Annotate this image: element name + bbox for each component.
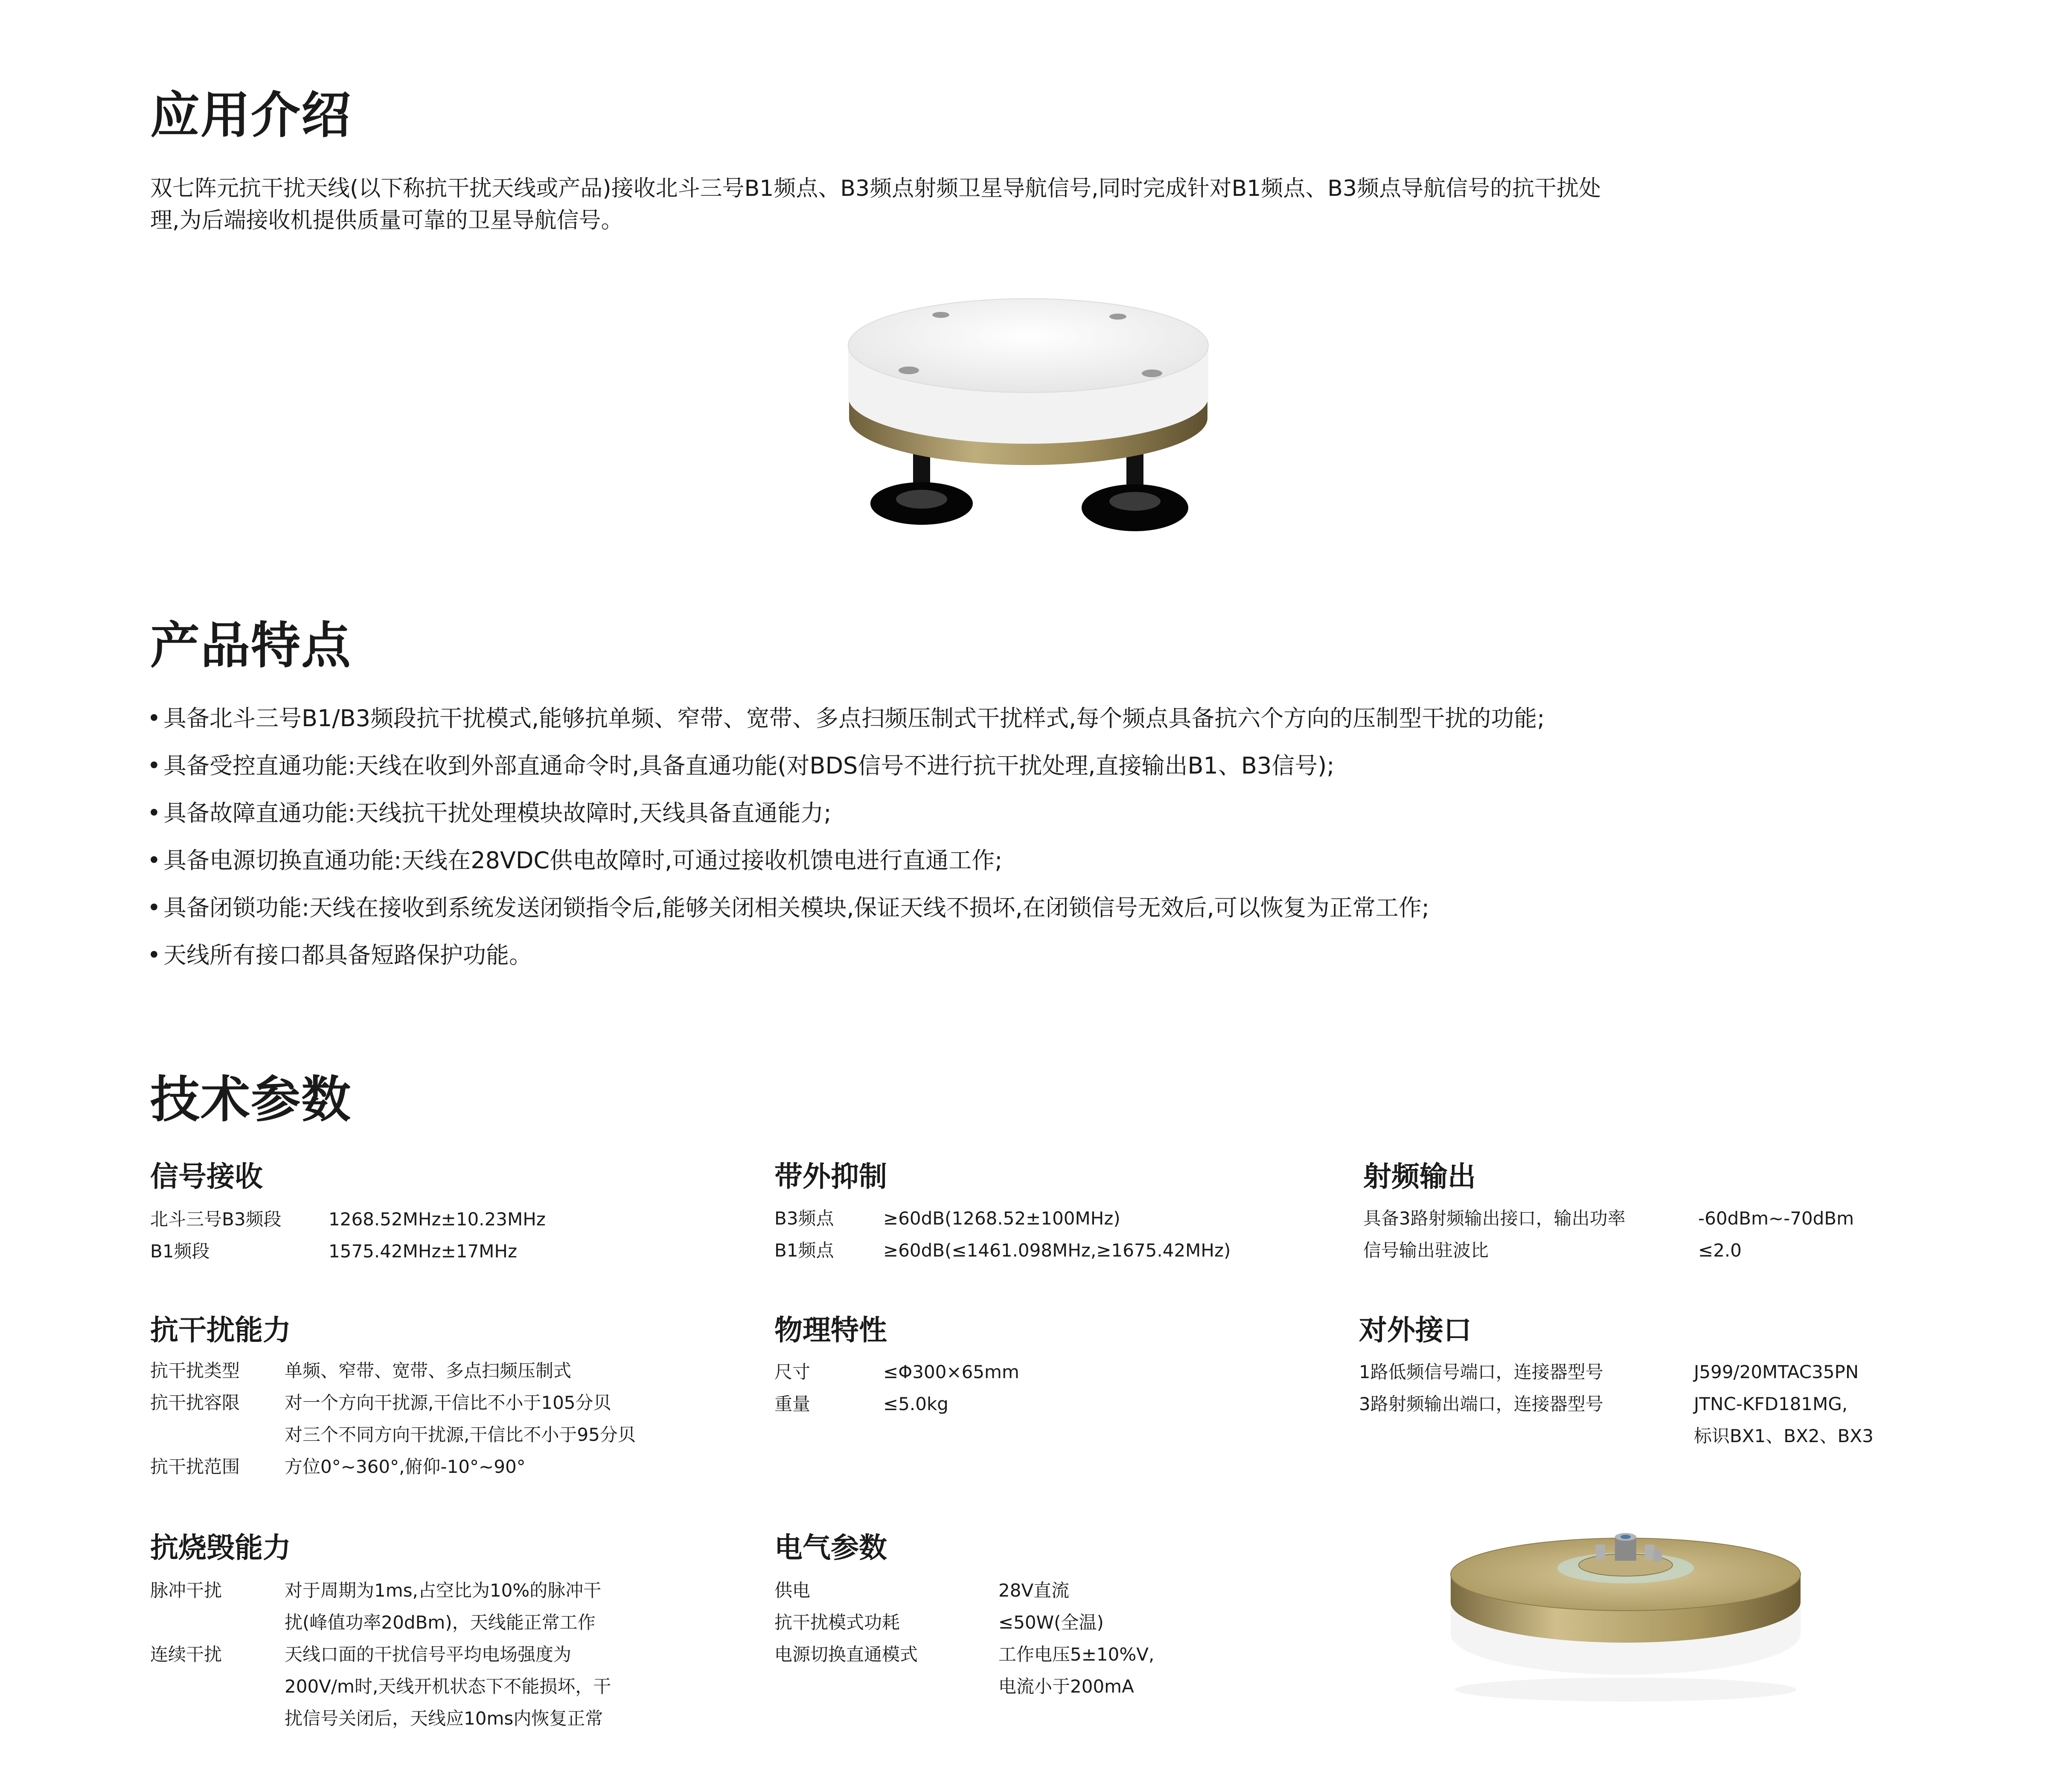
rf-table — [1363, 1202, 1854, 1266]
anti-title: 抗干扰能力 — [150, 1314, 291, 1347]
physical-title: 物理特性 — [774, 1314, 887, 1347]
list-item: • 天线所有接口都具备短路保护功能。 — [147, 942, 532, 969]
list-item: • 具备受控直通功能:天线在收到外部直通命令时,具备直通功能(对BDS信号不进行抗干扰处理,直接输出B1、B3信号); — [147, 752, 1335, 779]
burnout-title: 抗烧毁能力 — [150, 1531, 291, 1564]
anti-table — [150, 1355, 636, 1483]
table-row: 具备3路射频输出接口，输出功率 -60dBm~-70dBm — [1363, 1208, 1854, 1229]
table-row: 电流小于200mA — [998, 1676, 1134, 1697]
table-row: 连续干扰 天线口面的干扰信号平均电场强度为 — [150, 1644, 572, 1665]
table-row: 电源切换直通模式 工作电压5±10%V, — [774, 1644, 1155, 1665]
features-title: 产品特点 — [150, 617, 352, 675]
intro-line-2: 理,为后端接收机提供质量可靠的卫星导航信号。 — [150, 208, 623, 234]
list-item: • 具备电源切换直通功能:天线在28VDC供电故障时,可通过接收机馈电进行直通工作; — [147, 847, 1003, 874]
antenna-photo-bottom — [1438, 1527, 1813, 1707]
interface-table — [1359, 1356, 1873, 1452]
table-row: B3频点 ≥60dB(1268.52±100MHz) — [774, 1208, 1120, 1229]
physical-table — [774, 1356, 1019, 1420]
table-row: 脉冲干扰 对于周期为1ms,占空比为10%的脉冲干 — [150, 1580, 602, 1601]
outband-table — [774, 1202, 1231, 1266]
table-row: 信号输出驻波比 ≤2.0 — [1363, 1240, 1742, 1261]
interface-title: 对外接口 — [1359, 1314, 1472, 1347]
rf-title: 射频输出 — [1363, 1160, 1476, 1193]
burnout-table — [150, 1574, 611, 1734]
electrical-title: 电气参数 — [774, 1531, 887, 1564]
table-row: 北斗三号B3频段 1268.52MHz±10.23MHz — [150, 1209, 546, 1230]
signal-title: 信号接收 — [150, 1160, 263, 1193]
table-row: 抗干扰容限 对一个方向干扰源,干信比不小于105分贝 — [150, 1392, 611, 1413]
features-list — [147, 695, 1545, 979]
signal-table — [150, 1203, 546, 1267]
specs-title: 技术参数 — [150, 1071, 352, 1129]
list-item: • 具备闭锁功能:天线在接收到系统发送闭锁指令后,能够关闭相关模块,保证天线不损坏,在闭锁信号无效后,可以恢复为正常工作; — [147, 894, 1430, 921]
electrical-table — [774, 1574, 1154, 1702]
table-row: 抗干扰模式功耗 ≤50W(全温) — [774, 1612, 1104, 1633]
intro-line-1: 双七阵元抗干扰天线(以下称抗干扰天线或产品)接收北斗三号B1频点、B3频点射频卫星导航信号,同时完成针对B1频点、B3频点导航信号的抗干扰处 — [150, 176, 1601, 201]
table-row: 对三个不同方向干扰源,干信比不小于95分贝 — [285, 1424, 636, 1445]
table-row: B1频段 1575.42MHz±17MHz — [150, 1241, 518, 1262]
table-row: 200V/m时,天线开机状态下不能损坏，干 — [285, 1676, 611, 1697]
table-row: B1频点 ≥60dB(≤1461.098MHz,≥1675.42MHz) — [774, 1240, 1231, 1261]
list-item: • 具备故障直通功能:天线抗干扰处理模块故障时,天线具备直通能力; — [147, 800, 832, 826]
table-row: 标识BX1、BX2、BX3 — [1694, 1425, 1873, 1446]
antenna-photo-top — [836, 290, 1220, 546]
outband-title: 带外抑制 — [774, 1160, 887, 1193]
table-row: 扰信号关闭后，天线应10ms内恢复正常 — [285, 1708, 603, 1729]
table-row: 重量 ≤5.0kg — [774, 1393, 948, 1414]
intro-paragraph — [150, 173, 1921, 237]
table-row: 抗干扰范围 方位0°~360°,俯仰-10°~90° — [150, 1456, 526, 1477]
list-item: • 具备北斗三号B1/B3频段抗干扰模式,能够抗单频、窄带、宽带、多点扫频压制式干扰样式,每个频点具备抗六个方向的压制型干扰的功能; — [147, 705, 1545, 732]
table-row: 尺寸 ≤Φ300×65mm — [774, 1361, 1019, 1382]
table-row: 供电 28V直流 — [774, 1580, 1070, 1601]
intro-title: 应用介绍 — [150, 87, 352, 144]
table-row: 抗干扰类型 单频、窄带、宽带、多点扫频压制式 — [150, 1360, 572, 1381]
table-row: 3路射频输出端口，连接器型号 JTNC-KFD181MG, — [1359, 1393, 1848, 1414]
table-row: 1路低频信号端口，连接器型号 J599/20MTAC35PN — [1359, 1361, 1859, 1382]
table-row: 扰(峰值功率20dBm)，天线能正常工作 — [285, 1612, 596, 1633]
